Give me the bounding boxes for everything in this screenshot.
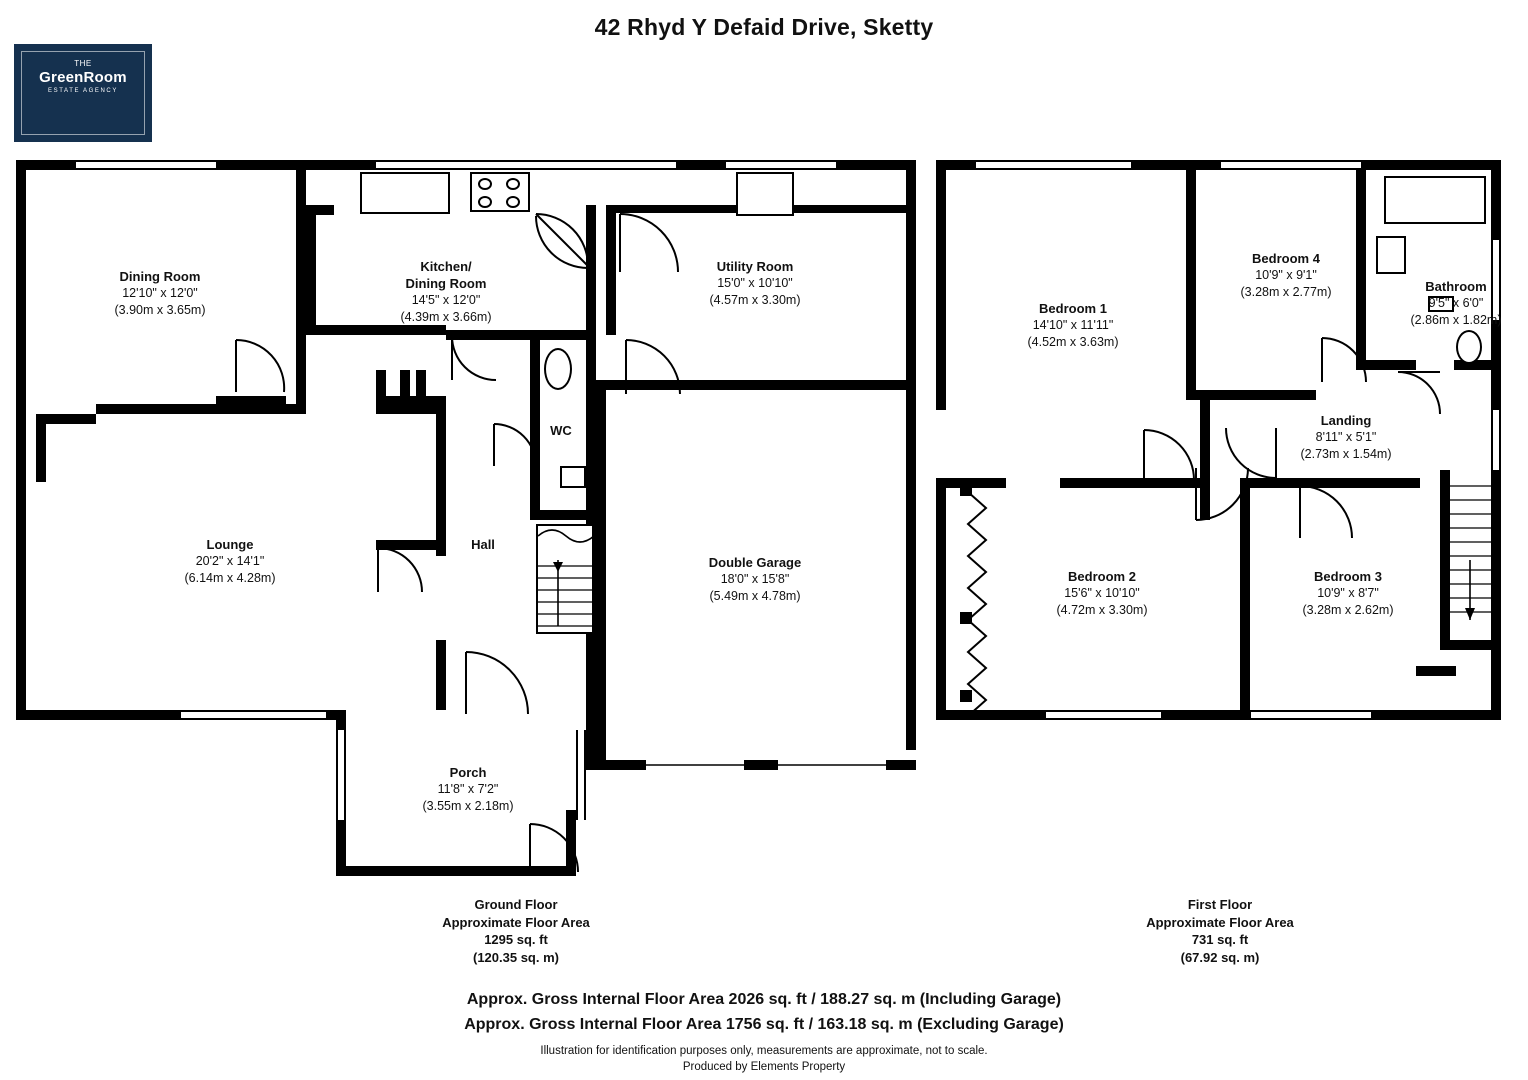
first-floor-area-block — [1070, 896, 1370, 966]
toilet-icon — [1456, 330, 1482, 364]
hob-ring-icon — [478, 196, 492, 208]
wall — [906, 160, 916, 750]
room-label-bedroom-4: Bedroom 4 10'9" x 9'1" (3.28m x 2.77m) — [1240, 251, 1332, 299]
room-label-dining-room: Dining Room 12'10" x 12'0" (3.90m x 3.65m) — [114, 269, 206, 317]
room-label-landing: Landing 8'11" x 5'1" (2.73m x 1.54m) — [1300, 413, 1392, 461]
wall — [36, 422, 46, 482]
window — [976, 160, 1131, 170]
wall — [606, 380, 906, 390]
window — [1251, 710, 1371, 720]
wall — [376, 396, 436, 414]
wall — [306, 205, 316, 335]
ground-floor-name: Ground Floor — [474, 897, 558, 912]
wall — [406, 866, 566, 876]
room-label-bedroom-1: Bedroom 1 14'10" x 11'11" (4.52m x 3.63m) — [1027, 301, 1119, 349]
wall — [306, 325, 446, 335]
wall — [16, 160, 26, 720]
room-label-kitchen-dining-room: Kitchen/ Dining Room 14'5" x 12'0" (4.39m x 3.66m) — [400, 259, 492, 324]
room-label-lounge: Lounge 20'2" x 14'1" (6.14m x 4.28m) — [184, 537, 276, 585]
ground-floor-area-label: Approximate Floor Area — [442, 914, 590, 930]
wall — [1060, 478, 1210, 488]
room-label-double-garage: Double Garage 18'0" x 15'8" (5.49m x 4.78m) — [708, 555, 802, 603]
room-label-hall: Hall — [471, 537, 495, 552]
first-floor-area-label: Approximate Floor Area — [1146, 914, 1294, 930]
wall — [376, 540, 446, 550]
washbasin-icon — [560, 466, 586, 488]
wall — [1366, 360, 1416, 370]
wall — [936, 160, 946, 410]
window — [1046, 710, 1161, 720]
ground-floor-area-sqm: (120.35 sq. m) — [473, 949, 559, 965]
first-floor-name: First Floor — [1187, 897, 1253, 912]
wall — [16, 160, 76, 170]
room-label-porch: Porch 11'8" x 7'2" (3.55m x 2.18m) — [422, 765, 514, 813]
wall — [1240, 478, 1420, 488]
window — [76, 160, 216, 170]
wall — [1491, 320, 1501, 410]
room-label-wc: WC — [550, 423, 572, 438]
first-floor-area-sqft: 731 sq. ft — [1191, 932, 1249, 948]
wall — [586, 205, 596, 335]
window — [1221, 160, 1361, 170]
ground-floor-area-block — [366, 896, 666, 966]
wall — [1491, 160, 1501, 240]
wall — [446, 330, 596, 340]
wall — [836, 160, 916, 170]
hob-ring-icon — [506, 196, 520, 208]
wall — [1131, 160, 1221, 170]
utility-sink-icon — [736, 172, 794, 216]
wall — [1161, 710, 1251, 720]
ground-floor-area-sqft: 1295 sq. ft — [484, 932, 548, 948]
room-label-utility-room: Utility Room 15'0" x 10'10" (4.57m x 3.30m) — [709, 259, 801, 307]
wall — [216, 396, 286, 414]
toilet-icon — [544, 348, 572, 390]
wall — [744, 760, 778, 770]
wall — [336, 866, 406, 876]
room-label-bathroom: Bathroom 9'5" x 6'0" (2.86m x 1.82m) — [1410, 279, 1502, 327]
page-title: 42 Rhyd Y Defaid Drive, Sketty — [594, 14, 934, 40]
logo-line-3: ESTATE AGENCY — [48, 88, 118, 94]
wall — [306, 205, 334, 215]
window — [376, 160, 676, 170]
wall — [886, 760, 916, 770]
wall — [1200, 400, 1210, 520]
wall — [596, 760, 646, 770]
first-floor-area-sqm: (67.92 sq. m) — [1180, 949, 1260, 965]
wall — [1361, 160, 1501, 170]
wall — [16, 710, 181, 720]
wall — [676, 160, 726, 170]
disclaimer-text: Illustration for identification purposes only, measurements are approximate, not to scale. — [540, 1044, 988, 1057]
wall — [606, 205, 616, 335]
room-label-bedroom-3: Bedroom 3 10'9" x 8'7" (3.28m x 2.62m) — [1302, 569, 1394, 617]
window — [726, 160, 836, 170]
hob-ring-icon — [478, 178, 492, 190]
wall — [436, 640, 446, 710]
wall — [36, 414, 96, 424]
window — [336, 730, 346, 820]
wall — [566, 810, 576, 876]
wall — [436, 396, 446, 556]
wall — [296, 160, 306, 410]
logo-line-1: THE — [74, 59, 92, 68]
wall — [306, 160, 376, 170]
wall — [936, 710, 1046, 720]
window — [181, 710, 326, 720]
staircase-icon — [536, 524, 594, 634]
totals-block — [0, 988, 1528, 1073]
bathtub-icon — [1384, 176, 1486, 224]
wall — [1416, 666, 1456, 676]
agency-logo — [14, 44, 152, 142]
wall — [1440, 640, 1492, 650]
kitchen-sink-icon — [360, 172, 450, 214]
hob-ring-icon — [506, 178, 520, 190]
window — [1491, 410, 1501, 470]
window — [576, 730, 586, 820]
total-excluding-garage: Approx. Gross Internal Floor Area 1756 sq. ft / 163.18 sq. m (Excluding Garage) — [464, 1015, 1064, 1033]
producer-text: Produced by Elements Property — [682, 1060, 846, 1073]
wall — [216, 160, 306, 170]
wall — [936, 478, 1006, 488]
wall — [326, 710, 346, 720]
logo-line-2: GreenRoom — [39, 69, 127, 86]
total-including-garage: Approx. Gross Internal Floor Area 2026 sq. ft / 188.27 sq. m (Including Garage) — [466, 991, 1062, 1008]
wall — [936, 478, 946, 720]
room-label-bedroom-2: Bedroom 2 15'6" x 10'10" (4.72m x 3.30m) — [1056, 569, 1148, 617]
wall — [1186, 390, 1316, 400]
wall — [936, 160, 976, 170]
wall — [1371, 710, 1501, 720]
wall — [1491, 470, 1501, 720]
